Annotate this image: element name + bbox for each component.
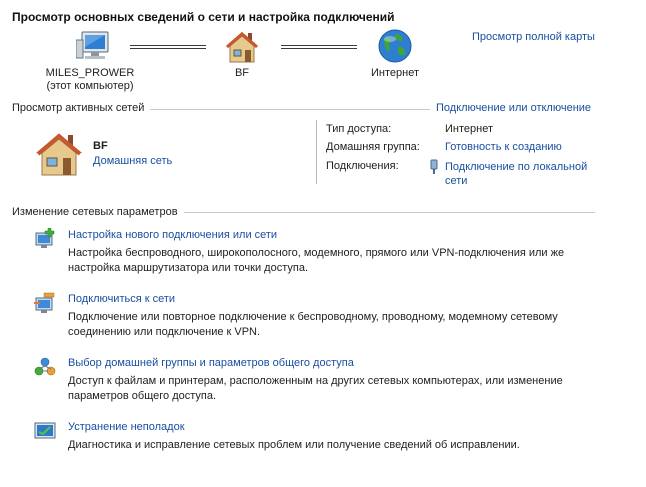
- task-troubleshoot-link[interactable]: Устранение неполадок: [68, 421, 185, 433]
- lan-connection-icon: [429, 159, 439, 175]
- connector-line: [130, 45, 206, 49]
- computer-icon: [76, 30, 112, 64]
- access-type-value: Интернет: [445, 123, 493, 135]
- connect-network-icon: [34, 292, 56, 314]
- task-desc-line: Настройка беспроводного, широкополосного, модемного, прямого или VPN-подключения или же: [68, 247, 565, 259]
- homegroup-link[interactable]: Готовность к созданию: [445, 141, 562, 153]
- lan-connection-link[interactable]: [445, 160, 587, 188]
- task-desc-line: Диагностика и исправление сетевых проблем или получение сведений об исправлении.: [68, 439, 520, 451]
- lan-connection-line2: сети: [445, 175, 468, 187]
- internet-node[interactable]: [377, 28, 413, 64]
- troubleshoot-icon: [34, 421, 56, 441]
- access-type-label: Тип доступа:: [326, 123, 392, 135]
- task-desc-line: Подключение или повторное подключение к беспроводному, проводному, модемному сетевому: [68, 311, 558, 323]
- task-troubleshoot-desc: [68, 438, 588, 453]
- router-label: BF: [234, 67, 250, 79]
- internet-label: Интернет: [371, 67, 419, 79]
- change-settings-heading: Изменение сетевых параметров: [12, 206, 184, 218]
- task-desc-line: Доступ к файлам и принтерам, расположенным на других сетевых компьютерах, или изменение: [68, 375, 563, 387]
- task-desc-line: параметров общего доступа.: [68, 390, 217, 402]
- network-name: BF: [93, 140, 108, 152]
- computer-name: MILES_PROWER: [45, 67, 135, 79]
- task-desc-line: настройка маршрутизатора или точки доступа.: [68, 262, 309, 274]
- task-connect-network-link[interactable]: Подключиться к сети: [68, 293, 176, 305]
- task-connect-network-desc: [68, 310, 588, 340]
- lan-connection-line1: Подключение по локальной: [445, 161, 588, 173]
- connect-disconnect-link[interactable]: Подключение или отключение: [436, 102, 592, 114]
- home-network-icon: [34, 131, 84, 177]
- task-homegroup-link[interactable]: Выбор домашней группы и параметров общего доступа: [68, 357, 354, 369]
- ethernet-icon: [429, 159, 439, 175]
- details-separator: [316, 120, 317, 184]
- globe-icon: [377, 28, 413, 64]
- connector-line: [281, 45, 357, 49]
- homegroup-icon: [34, 356, 56, 378]
- home-icon: [224, 30, 260, 64]
- active-network-icon: [34, 131, 84, 177]
- full-map-link[interactable]: Просмотр полной карты: [472, 31, 595, 43]
- new-connection-icon: [34, 228, 56, 250]
- active-networks-heading: Просмотр активных сетей: [12, 102, 150, 114]
- connections-label: Подключения:: [326, 160, 399, 172]
- task-new-connection-link[interactable]: Настройка нового подключения или сети: [68, 229, 278, 241]
- network-type-link[interactable]: Домашняя сеть: [93, 155, 173, 167]
- task-desc-line: соединению или подключение к VPN.: [68, 326, 261, 338]
- router-node[interactable]: [224, 30, 260, 64]
- computer-node[interactable]: [76, 30, 112, 64]
- computer-label: [40, 67, 140, 93]
- task-new-connection-desc: [68, 246, 588, 276]
- task-homegroup-desc: [68, 374, 588, 404]
- page-title: Просмотр основных сведений о сети и настройка подключений: [12, 10, 395, 24]
- computer-subtitle: (этот компьютер): [46, 80, 134, 92]
- homegroup-label: Домашняя группа:: [326, 141, 420, 153]
